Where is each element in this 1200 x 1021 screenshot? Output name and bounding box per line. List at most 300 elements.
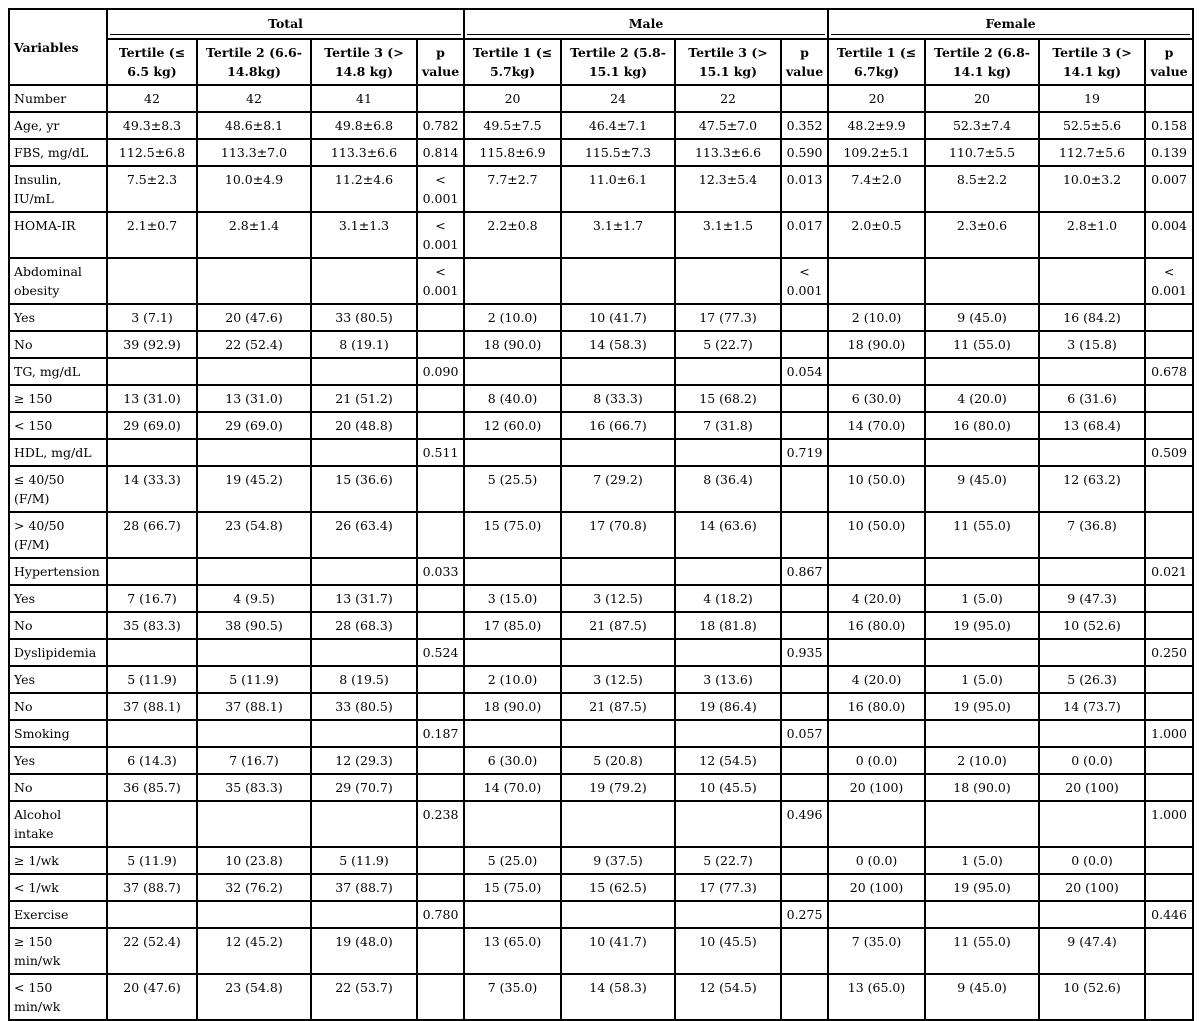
table-cell	[197, 258, 311, 304]
table-row	[9, 666, 1193, 693]
table-cell: 9 (37.5)	[561, 847, 675, 874]
row-label: Dyslipidemia	[9, 639, 107, 666]
p-value-cell	[417, 874, 464, 901]
p-value-cell	[781, 612, 828, 639]
table-cell: 32 (76.2)	[197, 874, 311, 901]
p-value-cell: 1.000	[1145, 720, 1193, 747]
table-cell: 26 (63.4)	[311, 512, 417, 558]
table-cell: 37 (88.1)	[197, 693, 311, 720]
table-cell	[675, 720, 781, 747]
table-row	[9, 693, 1193, 720]
p-value-cell	[781, 747, 828, 774]
table-cell: 15 (62.5)	[561, 874, 675, 901]
row-label: No	[9, 774, 107, 801]
row-label: No	[9, 612, 107, 639]
table-row	[9, 139, 1193, 166]
table-cell	[561, 358, 675, 385]
table-row	[9, 466, 1193, 512]
p-value-cell	[781, 585, 828, 612]
table-cell: 3 (12.5)	[561, 585, 675, 612]
group-header-label: Male	[467, 14, 825, 35]
table-cell: 8 (36.4)	[675, 466, 781, 512]
p-value-cell: 0.275	[781, 901, 828, 928]
table-cell: 13 (31.0)	[197, 385, 311, 412]
table-cell	[197, 901, 311, 928]
p-value-cell: 0.013	[781, 166, 828, 212]
row-label: No	[9, 693, 107, 720]
p-value-cell	[1145, 612, 1193, 639]
table-cell: 6 (31.6)	[1039, 385, 1145, 412]
row-label: Smoking	[9, 720, 107, 747]
row-label: < 150 min/wk	[9, 974, 107, 1020]
table-cell	[197, 358, 311, 385]
table-cell: 14 (33.3)	[107, 466, 197, 512]
table-cell: 19 (95.0)	[925, 612, 1039, 639]
p-value-cell	[417, 412, 464, 439]
p-value-cell: 0.446	[1145, 901, 1193, 928]
table-cell: 19 (95.0)	[925, 693, 1039, 720]
table-cell: 21 (51.2)	[311, 385, 417, 412]
p-value-cell: 0.021	[1145, 558, 1193, 585]
table-cell: 15 (68.2)	[675, 385, 781, 412]
table-cell: 3.1±1.3	[311, 212, 417, 258]
p-value-cell: 0.590	[781, 139, 828, 166]
p-value-cell	[1145, 85, 1193, 112]
table-cell	[107, 258, 197, 304]
p-value-cell: 0.496	[781, 801, 828, 847]
table-cell: 10.0±3.2	[1039, 166, 1145, 212]
column-header: Tertile 3 (> 14.8 kg)	[311, 39, 417, 85]
table-cell: 1 (5.0)	[925, 666, 1039, 693]
table-cell: 42	[107, 85, 197, 112]
p-value-cell	[781, 928, 828, 974]
table-cell: 2 (10.0)	[828, 304, 925, 331]
p-value-cell	[417, 612, 464, 639]
group-header-total	[107, 9, 464, 39]
table-cell: 16 (66.7)	[561, 412, 675, 439]
table-cell	[828, 258, 925, 304]
table-cell: 9 (45.0)	[925, 466, 1039, 512]
table-cell: 12 (60.0)	[464, 412, 561, 439]
table-cell	[464, 720, 561, 747]
table-cell	[311, 558, 417, 585]
row-label: Abdominal obesity	[9, 258, 107, 304]
table-cell: 8.5±2.2	[925, 166, 1039, 212]
table-cell	[925, 258, 1039, 304]
row-label: Exercise	[9, 901, 107, 928]
table-cell: 7 (16.7)	[197, 747, 311, 774]
table-cell: 22	[675, 85, 781, 112]
p-value-cell	[781, 693, 828, 720]
p-value-cell	[781, 847, 828, 874]
p-value-cell	[781, 466, 828, 512]
table-cell: 3.1±1.7	[561, 212, 675, 258]
table-cell: 12 (63.2)	[1039, 466, 1145, 512]
table-cell: 2 (10.0)	[464, 666, 561, 693]
table-row	[9, 747, 1193, 774]
table-cell: 47.5±7.0	[675, 112, 781, 139]
p-value-cell: < 0.001	[417, 212, 464, 258]
table-cell	[828, 558, 925, 585]
table-cell	[1039, 901, 1145, 928]
table-cell: 11 (55.0)	[925, 331, 1039, 358]
table-cell: 22 (52.4)	[197, 331, 311, 358]
table-cell: 36 (85.7)	[107, 774, 197, 801]
p-value-cell	[781, 512, 828, 558]
table-row	[9, 439, 1193, 466]
table-cell: 13 (65.0)	[464, 928, 561, 974]
table-cell	[561, 558, 675, 585]
table-cell: 2.3±0.6	[925, 212, 1039, 258]
column-header: Tertile 3 (> 15.1 kg)	[675, 39, 781, 85]
table-cell: 5 (20.8)	[561, 747, 675, 774]
table-row	[9, 385, 1193, 412]
variables-header: Variables	[9, 9, 107, 85]
table-cell	[311, 358, 417, 385]
row-label: Hypertension	[9, 558, 107, 585]
header-row-columns	[9, 39, 1193, 85]
p-value-cell	[417, 747, 464, 774]
table-cell	[561, 801, 675, 847]
table-cell: 14 (58.3)	[561, 974, 675, 1020]
column-header: p value	[1145, 39, 1193, 85]
table-cell: 23 (54.8)	[197, 512, 311, 558]
table-cell	[464, 558, 561, 585]
table-body	[9, 85, 1193, 1020]
table-cell: 10 (45.5)	[675, 928, 781, 974]
column-header: Tertile 1 (≤ 5.7kg)	[464, 39, 561, 85]
table-cell: 2 (10.0)	[925, 747, 1039, 774]
table-cell: 20	[925, 85, 1039, 112]
table-cell: 18 (90.0)	[925, 774, 1039, 801]
p-value-cell	[1145, 747, 1193, 774]
table-cell: 37 (88.7)	[311, 874, 417, 901]
p-value-cell	[781, 666, 828, 693]
table-cell	[675, 901, 781, 928]
table-cell	[828, 639, 925, 666]
row-label: ≥ 150 min/wk	[9, 928, 107, 974]
table-row	[9, 901, 1193, 928]
table-cell: 13 (68.4)	[1039, 412, 1145, 439]
table-cell	[1039, 720, 1145, 747]
table-cell	[311, 439, 417, 466]
row-label: Yes	[9, 585, 107, 612]
table-cell	[925, 558, 1039, 585]
table-cell	[107, 801, 197, 847]
row-label: FBS, mg/dL	[9, 139, 107, 166]
p-value-cell: 0.352	[781, 112, 828, 139]
row-label: Insulin, IU/mL	[9, 166, 107, 212]
table-cell: 42	[197, 85, 311, 112]
p-value-cell: 0.017	[781, 212, 828, 258]
table-row	[9, 612, 1193, 639]
p-value-cell: 0.935	[781, 639, 828, 666]
table-cell	[464, 639, 561, 666]
table-cell: 7.7±2.7	[464, 166, 561, 212]
p-value-cell: 0.678	[1145, 358, 1193, 385]
p-value-cell	[781, 304, 828, 331]
table-cell: 5 (26.3)	[1039, 666, 1145, 693]
p-value-cell	[1145, 693, 1193, 720]
table-cell: 12 (29.3)	[311, 747, 417, 774]
table-cell: 3 (15.0)	[464, 585, 561, 612]
table-row	[9, 639, 1193, 666]
p-value-cell: 0.867	[781, 558, 828, 585]
table-cell: 6 (14.3)	[107, 747, 197, 774]
table-cell: 17 (85.0)	[464, 612, 561, 639]
table-cell	[311, 801, 417, 847]
table-cell: 3.1±1.5	[675, 212, 781, 258]
table-cell: 20 (100)	[828, 874, 925, 901]
table-cell: 37 (88.7)	[107, 874, 197, 901]
p-value-cell	[1145, 774, 1193, 801]
table-cell	[197, 558, 311, 585]
table-cell: 5 (11.9)	[107, 666, 197, 693]
table-cell	[311, 258, 417, 304]
table-cell: 14 (73.7)	[1039, 693, 1145, 720]
table-cell: 19	[1039, 85, 1145, 112]
table-cell	[311, 720, 417, 747]
table-cell: 8 (19.5)	[311, 666, 417, 693]
column-header: Tertile 2 (6.8-14.1 kg)	[925, 39, 1039, 85]
table-cell: 12.3±5.4	[675, 166, 781, 212]
table-cell	[107, 358, 197, 385]
table-cell: 115.5±7.3	[561, 139, 675, 166]
table-cell: 1 (5.0)	[925, 847, 1039, 874]
table-row	[9, 774, 1193, 801]
p-value-cell	[1145, 874, 1193, 901]
table-cell: 49.8±6.8	[311, 112, 417, 139]
column-header: Tertile 2 (5.8-15.1 kg)	[561, 39, 675, 85]
table-cell	[197, 439, 311, 466]
table-cell	[561, 258, 675, 304]
table-cell	[925, 801, 1039, 847]
row-label: Yes	[9, 304, 107, 331]
characteristics-table	[8, 8, 1194, 1021]
table-cell: 16 (80.0)	[828, 693, 925, 720]
table-cell	[464, 801, 561, 847]
table-cell	[464, 258, 561, 304]
table-cell	[675, 639, 781, 666]
table-cell	[675, 439, 781, 466]
table-cell: 33 (80.5)	[311, 693, 417, 720]
table-cell	[197, 801, 311, 847]
table-cell: 4 (20.0)	[828, 666, 925, 693]
p-value-cell: < 0.001	[417, 166, 464, 212]
table-cell: 35 (83.3)	[197, 774, 311, 801]
table-cell: 3 (15.8)	[1039, 331, 1145, 358]
p-value-cell: 0.814	[417, 139, 464, 166]
table-cell: 28 (66.7)	[107, 512, 197, 558]
table-cell	[925, 720, 1039, 747]
table-cell: 28 (68.3)	[311, 612, 417, 639]
table-cell: 14 (63.6)	[675, 512, 781, 558]
table-cell	[1039, 258, 1145, 304]
table-cell: 113.3±7.0	[197, 139, 311, 166]
table-cell: 9 (47.4)	[1039, 928, 1145, 974]
table-row	[9, 801, 1193, 847]
table-cell: 6 (30.0)	[828, 385, 925, 412]
p-value-cell	[417, 585, 464, 612]
table-cell: 9 (45.0)	[925, 974, 1039, 1020]
p-value-cell	[781, 85, 828, 112]
p-value-cell	[1145, 331, 1193, 358]
table-cell: 20 (47.6)	[107, 974, 197, 1020]
table-cell: 2.2±0.8	[464, 212, 561, 258]
table-cell: 13 (31.0)	[107, 385, 197, 412]
row-label: HDL, mg/dL	[9, 439, 107, 466]
table-row	[9, 974, 1193, 1020]
table-row	[9, 258, 1193, 304]
table-row	[9, 512, 1193, 558]
table-cell: 11.2±4.6	[311, 166, 417, 212]
p-value-cell	[417, 512, 464, 558]
table-cell: 14 (70.0)	[828, 412, 925, 439]
table-cell: 112.5±6.8	[107, 139, 197, 166]
table-cell: 10 (41.7)	[561, 304, 675, 331]
p-value-cell: 0.509	[1145, 439, 1193, 466]
table-cell: 5 (22.7)	[675, 331, 781, 358]
table-cell: 3 (13.6)	[675, 666, 781, 693]
p-value-cell	[1145, 304, 1193, 331]
table-cell: 20 (47.6)	[197, 304, 311, 331]
table-cell: 48.2±9.9	[828, 112, 925, 139]
table-cell: 4 (20.0)	[828, 585, 925, 612]
group-header-female	[828, 9, 1193, 39]
table-cell: 15 (36.6)	[311, 466, 417, 512]
table-cell: 10 (45.5)	[675, 774, 781, 801]
table-cell: 5 (11.9)	[197, 666, 311, 693]
table-row	[9, 166, 1193, 212]
table-row	[9, 720, 1193, 747]
p-value-cell	[1145, 974, 1193, 1020]
table-cell: 20 (100)	[828, 774, 925, 801]
table-cell: 23 (54.8)	[197, 974, 311, 1020]
table-cell: 7.5±2.3	[107, 166, 197, 212]
table-cell: 9 (45.0)	[925, 304, 1039, 331]
table-cell: 20 (100)	[1039, 874, 1145, 901]
table-cell: 8 (33.3)	[561, 385, 675, 412]
column-header: Tertile 2 (6.6-14.8kg)	[197, 39, 311, 85]
p-value-cell: 1.000	[1145, 801, 1193, 847]
table-cell: 19 (86.4)	[675, 693, 781, 720]
table-cell: 11 (55.0)	[925, 512, 1039, 558]
table-cell: 29 (70.7)	[311, 774, 417, 801]
column-header: p value	[781, 39, 828, 85]
p-value-cell	[417, 693, 464, 720]
table-cell	[675, 801, 781, 847]
table-cell: 0 (0.0)	[1039, 847, 1145, 874]
row-label: < 150	[9, 412, 107, 439]
row-label: Yes	[9, 747, 107, 774]
table-cell: 19 (95.0)	[925, 874, 1039, 901]
table-cell: 113.3±6.6	[311, 139, 417, 166]
row-label: ≤ 40/50 (F/M)	[9, 466, 107, 512]
p-value-cell	[781, 412, 828, 439]
table-cell: 10 (52.6)	[1039, 974, 1145, 1020]
table-cell: 21 (87.5)	[561, 693, 675, 720]
p-value-cell	[417, 466, 464, 512]
p-value-cell	[1145, 847, 1193, 874]
p-value-cell: 0.238	[417, 801, 464, 847]
row-label: Yes	[9, 666, 107, 693]
table-cell: 7 (35.0)	[464, 974, 561, 1020]
row-label: TG, mg/dL	[9, 358, 107, 385]
p-value-cell: 0.780	[417, 901, 464, 928]
table-cell: 20 (100)	[1039, 774, 1145, 801]
p-value-cell: 0.007	[1145, 166, 1193, 212]
table-cell: 18 (90.0)	[464, 693, 561, 720]
table-cell	[925, 901, 1039, 928]
table-cell: 17 (70.8)	[561, 512, 675, 558]
row-label: ≥ 1/wk	[9, 847, 107, 874]
table-cell: 4 (9.5)	[197, 585, 311, 612]
table-cell: 16 (84.2)	[1039, 304, 1145, 331]
p-value-cell: 0.187	[417, 720, 464, 747]
table-cell: 52.5±5.6	[1039, 112, 1145, 139]
table-cell: 14 (70.0)	[464, 774, 561, 801]
table-cell	[107, 558, 197, 585]
table-cell: 18 (90.0)	[828, 331, 925, 358]
table-row	[9, 928, 1193, 974]
table-cell: 24	[561, 85, 675, 112]
table-row	[9, 85, 1193, 112]
table-cell: 18 (90.0)	[464, 331, 561, 358]
table-row	[9, 412, 1193, 439]
table-cell: 16 (80.0)	[828, 612, 925, 639]
p-value-cell	[781, 974, 828, 1020]
table-cell: 29 (69.0)	[197, 412, 311, 439]
table-cell: 38 (90.5)	[197, 612, 311, 639]
p-value-cell	[781, 774, 828, 801]
p-value-cell	[417, 847, 464, 874]
p-value-cell	[417, 666, 464, 693]
table-cell	[107, 901, 197, 928]
table-cell: 10.0±4.9	[197, 166, 311, 212]
table-cell	[675, 258, 781, 304]
table-cell	[311, 901, 417, 928]
table-cell: 11.0±6.1	[561, 166, 675, 212]
p-value-cell: 0.054	[781, 358, 828, 385]
table-row	[9, 874, 1193, 901]
table-cell	[1039, 358, 1145, 385]
table-cell	[107, 720, 197, 747]
table-cell: 17 (77.3)	[675, 304, 781, 331]
table-cell	[828, 720, 925, 747]
column-header: Tertile 3 (> 14.1 kg)	[1039, 39, 1145, 85]
table-cell: 5 (25.5)	[464, 466, 561, 512]
table-row	[9, 304, 1193, 331]
table-cell: 48.6±8.1	[197, 112, 311, 139]
p-value-cell	[417, 85, 464, 112]
table-cell: 17 (77.3)	[675, 874, 781, 901]
table-cell: 8 (40.0)	[464, 385, 561, 412]
table-cell: 9 (47.3)	[1039, 585, 1145, 612]
p-value-cell	[781, 331, 828, 358]
table-cell	[561, 720, 675, 747]
table-cell: 39 (92.9)	[107, 331, 197, 358]
table-cell	[1039, 558, 1145, 585]
column-header: Tertile (≤ 6.5 kg)	[107, 39, 197, 85]
p-value-cell: 0.139	[1145, 139, 1193, 166]
p-value-cell	[1145, 385, 1193, 412]
table-cell: 12 (54.5)	[675, 974, 781, 1020]
table-cell: 113.3±6.6	[675, 139, 781, 166]
table-cell: 37 (88.1)	[107, 693, 197, 720]
table-cell: 0 (0.0)	[828, 747, 925, 774]
p-value-cell: < 0.001	[417, 258, 464, 304]
row-label: Age, yr	[9, 112, 107, 139]
